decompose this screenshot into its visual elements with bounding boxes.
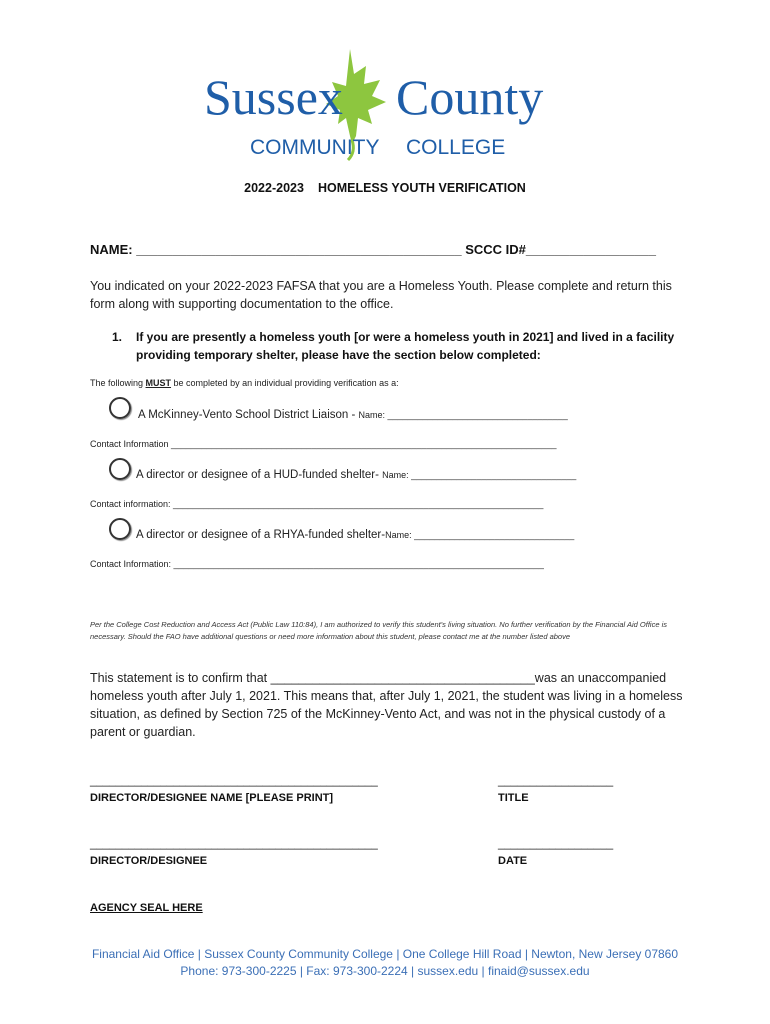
logo-word-county: County: [396, 69, 544, 125]
date-label: DATE: [498, 855, 528, 867]
option-radio-hud[interactable]: [109, 458, 131, 480]
rhya-contact-field[interactable]: Contact Information: __________________________________________________________________________: [90, 559, 544, 569]
rhya-name-field[interactable]: Name: ________________________________: [385, 530, 575, 540]
confirmation-statement: This statement is to confirm that ______________________________________was an unaccompanied homeless youth after July 1, 2021. This means that, after July 1, 2021, the student was living in a homeless situation, as defined by Section 725 of the McKinney-Vento Act, and was not in the physical custody of a parent or guardian.: [90, 671, 683, 739]
footer-address: Financial Aid Office | Sussex County Community College | One College Hill Road | Newton, New Jersey 07860: [91, 947, 679, 961]
title-label: TITLE: [498, 792, 529, 804]
liaison-name-field[interactable]: Name: ____________________________________: [358, 410, 568, 420]
sccc-id-field[interactable]: SCCC ID#__________________: [465, 242, 657, 257]
disclaimer-text: Per the College Cost Reduction and Access Act (Public Law 110:84), I am authorized to verify this student's living situation. No further verification by the Financial Aid Office is necessary. Should the FAO have additional questions or need more information about this student, please contact me at the number listed above: [90, 620, 667, 641]
designee-label: DIRECTOR/DESIGNEE: [90, 855, 208, 867]
intro-paragraph: You indicated on your 2022-2023 FAFSA that you are a Homeless Youth. Please complete and return this form along with supporting documentation to the office.: [90, 279, 672, 311]
must-word: MUST: [145, 378, 172, 388]
liaison-contact-field[interactable]: Contact Information _____________________________________________________________________________: [90, 439, 557, 449]
logo-word-college: COLLEGE: [406, 136, 506, 159]
name-row: [90, 242, 656, 257]
name-field[interactable]: NAME: _____________________________________________: [90, 242, 462, 257]
college-logo: [200, 44, 580, 164]
title-year: 2022-2023: [244, 181, 304, 195]
hud-contact-field[interactable]: Contact information: __________________________________________________________________________: [90, 499, 544, 509]
signature-line[interactable]: _____________________________________________: [90, 838, 378, 850]
must-line: The following MUST be completed by an individual providing verification as a:: [90, 378, 399, 388]
option-radio-rhya[interactable]: [109, 518, 131, 540]
option-hud: A director or designee of a HUD-funded shelter- Name: _________________________________: [136, 469, 577, 481]
option-radio-liaison[interactable]: [109, 397, 131, 419]
logo-word-community: COMMUNITY: [250, 136, 380, 159]
option-liaison: A McKinney-Vento School District Liaison - Name: ____________________________________: [138, 409, 568, 421]
footer-contact: Phone: 973-300-2225 | Fax: 973-300-2224 | sussex.edu | finaid@sussex.edu: [180, 964, 590, 978]
title-text: HOMELESS YOUTH VERIFICATION: [317, 181, 526, 195]
page-title: [0, 181, 770, 195]
date-line[interactable]: __________________: [498, 838, 614, 850]
print-name-line[interactable]: _____________________________________________: [90, 775, 378, 787]
logo-word-sussex: Sussex: [204, 69, 343, 125]
option-rhya: A director or designee of a RHYA-funded shelter-Name: ________________________________: [136, 529, 575, 541]
item-1-text: If you are presently a homeless youth [or were a homeless youth in 2021] and lived in a facility providing temporary shelter, please have the section below completed:: [136, 330, 675, 362]
print-name-label: DIRECTOR/DESIGNEE NAME [PLEASE PRINT]: [90, 792, 334, 804]
item-1-number: 1.: [112, 330, 123, 344]
hud-name-field[interactable]: Name: _________________________________: [382, 470, 577, 480]
title-line[interactable]: __________________: [498, 775, 614, 787]
agency-seal-label: AGENCY SEAL HERE: [90, 902, 203, 914]
item-1: [112, 328, 692, 364]
